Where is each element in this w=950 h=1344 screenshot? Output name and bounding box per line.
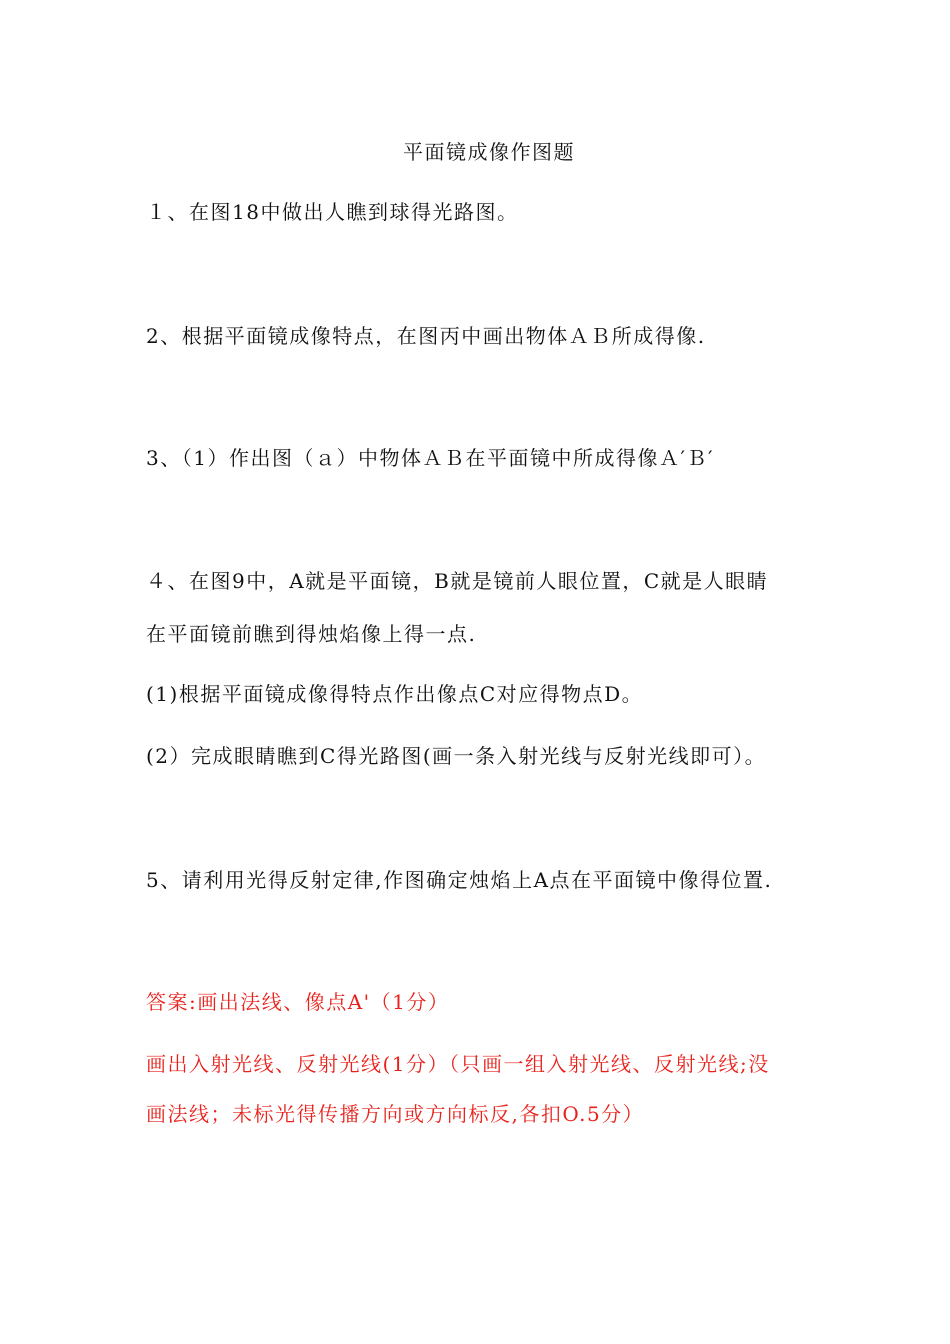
- question-2: 2、根据平面镜成像特点，在图丙中画出物体ＡＢ所成得像.: [146, 324, 706, 348]
- question-4-line-1: ４、在图9中，A就是平面镜，B就是镜前人眼位置，C就是人眼睛: [146, 569, 769, 593]
- question-4-part-2: (2）完成眼睛瞧到C得光路图(画一条入射光线与反射光线即可）。: [146, 744, 767, 768]
- answer-line-2: 画出入射光线、反射光线(1分）（只画一组入射光线、反射光线;没: [146, 1052, 770, 1076]
- question-4-line-2: 在平面镜前瞧到得烛焰像上得一点.: [146, 622, 477, 646]
- page-title: 平面镜成像作图题: [403, 140, 575, 164]
- answer-line-3: 画法线；未标光得传播方向或方向标反,各扣O.5分）: [146, 1102, 645, 1126]
- answer-line-1: 答案:画出法线、像点A'（1分）: [146, 990, 450, 1014]
- question-1: １、在图18中做出人瞧到球得光路图。: [146, 200, 519, 224]
- question-4-part-1: (1)根据平面镜成像得特点作出像点C对应得物点D。: [146, 682, 644, 706]
- question-3: 3、（1）作出图（ａ）中物体ＡＢ在平面镜中所成得像Ａ′Ｂ′: [146, 446, 715, 470]
- question-5: 5、请利用光得反射定律,作图确定烛焰上A点在平面镜中像得位置.: [146, 868, 773, 892]
